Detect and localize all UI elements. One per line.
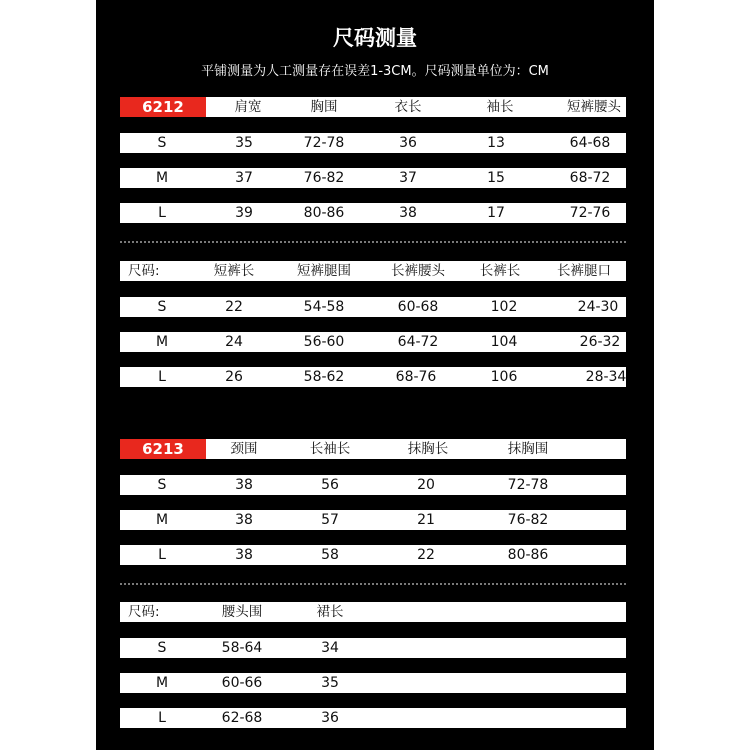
table-row (120, 510, 626, 530)
value-cell: 24 (225, 334, 243, 350)
header-cell: 长袖长 (309, 441, 351, 457)
value-cell: 76-82 (507, 512, 549, 528)
value-cell: 20 (417, 477, 435, 493)
value-cell: 35 (235, 135, 253, 151)
header-cell: 胸围 (310, 99, 338, 115)
header-cell: 袖长 (486, 99, 514, 115)
value-cell: 38 (235, 547, 253, 563)
value-cell: 15 (487, 170, 505, 186)
table-row (120, 673, 626, 693)
dotted-divider (120, 241, 626, 243)
value-cell: 37 (235, 170, 253, 186)
header-cell: 长裤腰头 (391, 263, 445, 279)
value-cell: 38 (235, 477, 253, 493)
dotted-divider (120, 583, 626, 585)
value-cell: 34 (321, 640, 339, 656)
value-cell: 17 (487, 205, 505, 221)
header-cell: 抹胸长 (407, 441, 449, 457)
value-cell: 64-72 (397, 334, 439, 350)
value-cell: 72-78 (507, 477, 549, 493)
value-cell: 102 (490, 299, 518, 315)
value-cell: 68-72 (569, 170, 611, 186)
size-cell: S (157, 299, 167, 315)
value-cell: 76-82 (303, 170, 345, 186)
header-cell: 长裤长 (479, 263, 521, 279)
table-row (120, 475, 626, 495)
value-cell: 28-34 (585, 369, 627, 385)
page-title: 尺码测量 (333, 26, 417, 50)
value-cell: 58 (321, 547, 339, 563)
table-row (120, 332, 626, 352)
size-cell: M (155, 170, 169, 186)
value-cell: 64-68 (569, 135, 611, 151)
table-row (120, 708, 626, 728)
value-cell: 72-78 (303, 135, 345, 151)
value-cell: 22 (417, 547, 435, 563)
table-6212-bottoms-header (120, 261, 626, 281)
size-cell: L (158, 369, 166, 385)
header-cell: 腰头围 (221, 604, 263, 620)
value-cell: 36 (399, 135, 417, 151)
model-tag-6212: 6212 (120, 97, 206, 117)
value-cell: 58-64 (221, 640, 263, 656)
table-6212-header (120, 97, 626, 117)
table-row (120, 638, 626, 658)
value-cell: 106 (490, 369, 518, 385)
value-cell: 56-60 (303, 334, 345, 350)
size-cell: L (158, 710, 166, 726)
value-cell: 56 (321, 477, 339, 493)
value-cell: 36 (321, 710, 339, 726)
value-cell: 38 (235, 512, 253, 528)
value-cell: 57 (321, 512, 339, 528)
value-cell: 104 (490, 334, 518, 350)
table-row (120, 297, 626, 317)
table-6213-header (120, 439, 626, 459)
value-cell: 22 (225, 299, 243, 315)
size-label: 尺码: (128, 604, 160, 620)
value-cell: 62-68 (221, 710, 263, 726)
table-row (120, 367, 626, 387)
size-cell: L (158, 547, 166, 563)
value-cell: 21 (417, 512, 435, 528)
size-cell: M (155, 675, 169, 691)
value-cell: 24-30 (577, 299, 619, 315)
model-tag-6213: 6213 (120, 439, 206, 459)
value-cell: 60-66 (221, 675, 263, 691)
value-cell: 58-62 (303, 369, 345, 385)
size-cell: M (155, 512, 169, 528)
value-cell: 72-76 (569, 205, 611, 221)
table-6213-skirt-header (120, 602, 626, 622)
value-cell: 54-58 (303, 299, 345, 315)
value-cell: 39 (235, 205, 253, 221)
value-cell: 37 (399, 170, 417, 186)
table-row (120, 203, 626, 223)
size-cell: S (157, 640, 167, 656)
header-cell: 衣长 (394, 99, 422, 115)
size-chart-panel (96, 0, 654, 750)
value-cell: 60-68 (397, 299, 439, 315)
value-cell: 26 (225, 369, 243, 385)
header-cell: 裙长 (316, 604, 344, 620)
value-cell: 35 (321, 675, 339, 691)
header-cell: 短裤长 (213, 263, 255, 279)
header-cell: 短裤腿围 (297, 263, 351, 279)
value-cell: 68-76 (395, 369, 437, 385)
measurement-note: 平铺测量为人工测量存在误差1-3CM。尺码测量单位为：CM (201, 64, 549, 79)
table-row (120, 133, 626, 153)
value-cell: 26-32 (579, 334, 621, 350)
size-cell: S (157, 135, 167, 151)
value-cell: 13 (487, 135, 505, 151)
size-label: 尺码: (128, 263, 160, 279)
value-cell: 80-86 (303, 205, 345, 221)
table-row (120, 545, 626, 565)
header-cell: 抹胸围 (507, 441, 549, 457)
size-cell: L (158, 205, 166, 221)
size-cell: S (157, 477, 167, 493)
header-cell: 肩宽 (234, 99, 262, 115)
table-row (120, 168, 626, 188)
header-cell: 短裤腰头 (567, 99, 621, 115)
header-cell: 长裤腿口 (557, 263, 611, 279)
value-cell: 38 (399, 205, 417, 221)
header-cell: 颈围 (230, 441, 258, 457)
value-cell: 80-86 (507, 547, 549, 563)
size-cell: M (155, 334, 169, 350)
